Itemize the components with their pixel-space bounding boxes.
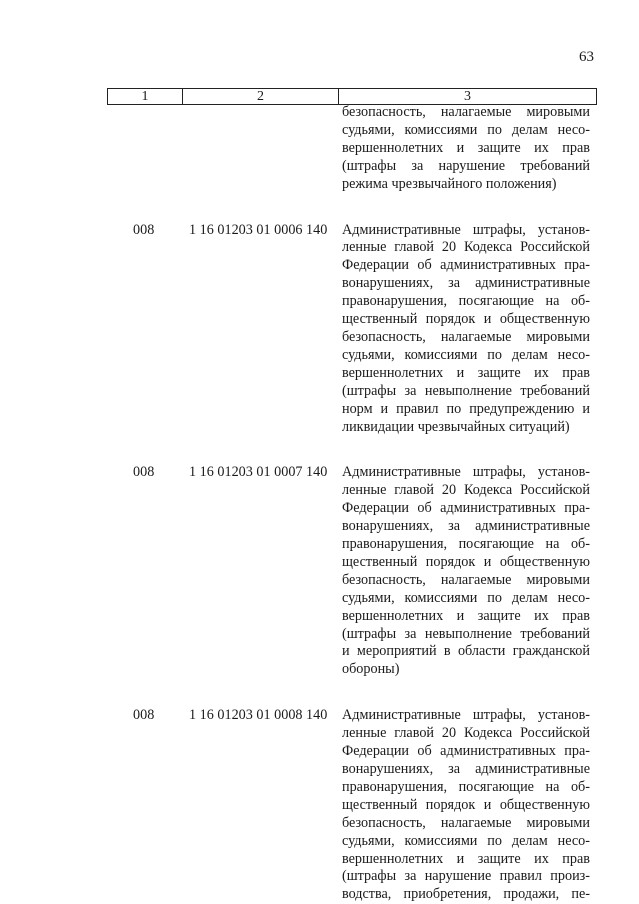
admin-code: 008: [133, 221, 155, 238]
continued-description: [342, 104, 590, 194]
description-line: безопасность, налагаемые мировыми: [342, 814, 590, 831]
description-line: Федерации об административных пра-: [342, 743, 590, 760]
header-col-2: 2: [183, 89, 339, 104]
description-line: щественный порядок и общественную: [342, 311, 590, 328]
description-line: норм и правил по предупреждению и: [342, 400, 590, 417]
description-line: вонарушениях, за административные: [342, 761, 590, 777]
description-line: ленные главой 20 Кодекса Российской: [342, 482, 590, 499]
description-line: (штрафы за невыполнение требований: [342, 382, 590, 399]
description-line: правонарушения, посягающие на об-: [342, 293, 590, 310]
header-col-1: 1: [108, 89, 183, 104]
description-line: вершеннолетних и защите их прав: [342, 139, 590, 156]
description-line: ленные главой 20 Кодекса Российской: [342, 725, 590, 742]
budget-classification-code: 1 16 01203 01 0007 140: [189, 464, 328, 481]
description-line: щественный порядок и общественную: [342, 553, 590, 570]
admin-code: 008: [133, 464, 155, 481]
description-line: правонарушения, посягающие на об-: [342, 536, 590, 553]
page-number: 63: [579, 49, 594, 65]
description-line: Административные штрафы, установ-: [342, 707, 590, 724]
description-line: Федерации об административных пра-: [342, 257, 590, 274]
description-line: безопасность, налагаемые мировыми: [342, 571, 590, 588]
description-line: ленные главой 20 Кодекса Российской: [342, 239, 590, 256]
table-row: [107, 464, 597, 679]
description-line: обороны): [342, 661, 400, 678]
description-line: (штрафы за нарушение требований: [342, 157, 590, 174]
table-row: [107, 222, 597, 437]
budget-classification-code: 1 16 01203 01 0006 140: [189, 221, 328, 238]
description-line: щественный порядок и общественную: [342, 796, 590, 813]
description-line: вершеннолетних и защите их прав: [342, 850, 590, 867]
description-line: вершеннолетних и защите их прав: [342, 364, 590, 381]
row-description: [342, 464, 590, 679]
row-description: [342, 222, 590, 437]
description-line: вонарушениях, за административные: [342, 518, 590, 535]
description-line: и мероприятий в области гражданской: [342, 643, 590, 660]
description-line: безопасность, налагаемые мировыми: [342, 104, 590, 120]
description-line: судьями, комиссиями по делам несо-: [342, 346, 590, 363]
description-line: безопасность, налагаемые мировыми: [342, 328, 590, 345]
table-body: [107, 104, 597, 904]
description-line: вонарушениях, за административные: [342, 275, 590, 292]
description-line: ликвидации чрезвычайных ситуаций): [342, 418, 570, 435]
row-description: [342, 707, 590, 904]
admin-code: 008: [133, 707, 155, 724]
description-line: судьями, комиссиями по делам несо-: [342, 832, 590, 849]
description-line: Административные штрафы, установ-: [342, 464, 590, 481]
table-header: [107, 88, 597, 105]
description-line: (штрафы за невыполнение требований: [342, 625, 590, 642]
description-line: Федерации об административных пра-: [342, 500, 590, 517]
description-line: судьями, комиссиями по делам несо-: [342, 121, 590, 138]
header-col-3: 3: [464, 89, 471, 104]
description-line: (штрафы за нарушение правил произ-: [342, 868, 590, 885]
budget-classification-code: 1 16 01203 01 0008 140: [189, 707, 328, 724]
table-row: [107, 707, 597, 904]
description-line: правонарушения, посягающие на об-: [342, 778, 590, 795]
description-line: режима чрезвычайного положения): [342, 175, 557, 192]
description-line: водства, приобретения, продажи, пе-: [342, 886, 590, 903]
description-line: вершеннолетних и защите их прав: [342, 607, 590, 624]
description-line: Административные штрафы, установ-: [342, 221, 590, 238]
description-line: судьями, комиссиями по делам несо-: [342, 589, 590, 606]
